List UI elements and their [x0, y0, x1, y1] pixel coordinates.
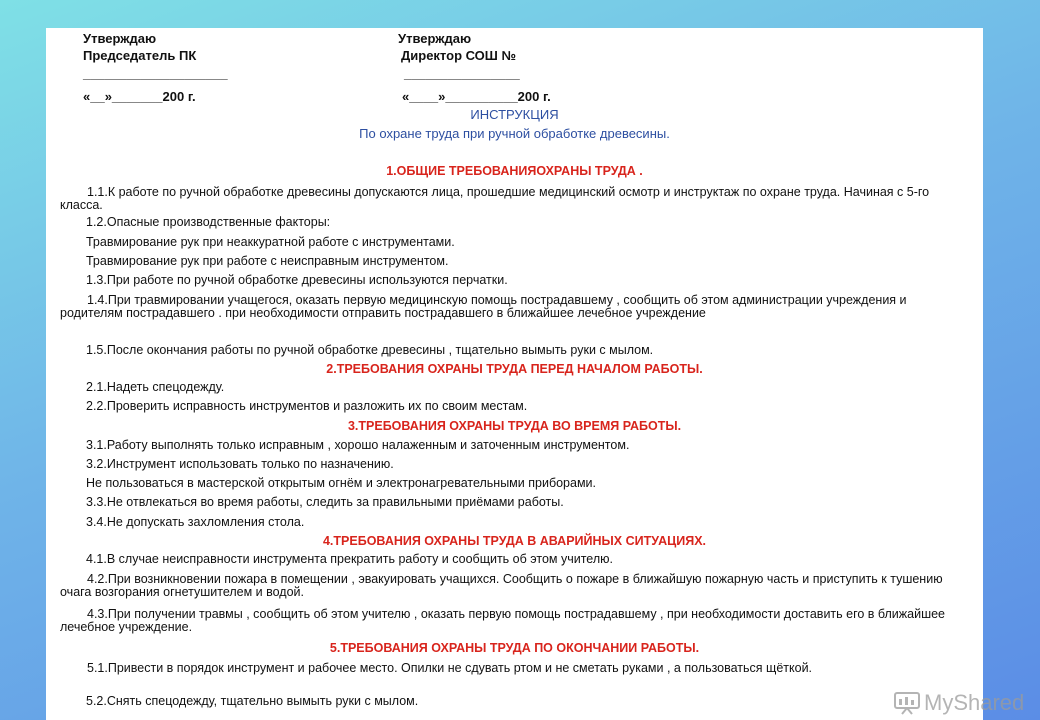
document-title: ИНСТРУКЦИЯ: [470, 107, 559, 122]
paragraph-1-3: 1.3.При работе по ручной обработке древесины используются перчатки.: [86, 273, 508, 287]
paragraph-1-4: 1.4.При травмировании учащегося, оказать первую медицинскую помощь пострадавшему , сообщить об этом администрации учреждения и родителям пострадавшего . при необходимости отправить пострадавшего в ближайшее лечебное учреждение: [60, 293, 907, 320]
right-approve: Утверждаю: [398, 31, 472, 46]
section-5-heading: 5.ТРЕБОВАНИЯ ОХРАНЫ ТРУДА ПО ОКОНЧАНИИ РАБОТЫ.: [329, 641, 700, 655]
presentation-icon: [894, 691, 920, 715]
right-signature-line: ________________: [404, 66, 520, 81]
section-3-heading: 3.ТРЕБОВАНИЯ ОХРАНЫ ТРУДА ВО ВРЕМЯ РАБОТЫ.: [347, 419, 682, 433]
paragraph-3-3: 3.3.Не отвлекаться во время работы, следить за правильными приёмами работы.: [86, 495, 564, 509]
section-4-heading: 4.ТРЕБОВАНИЯ ОХРАНЫ ТРУДА В АВАРИЙНЫХ СИТУАЦИЯХ.: [322, 534, 707, 548]
left-signature-line: ____________________: [83, 66, 228, 81]
paragraph-1-2: 1.2.Опасные производственные факторы:: [86, 215, 331, 229]
paragraph-4-2: 4.2.При возникновении пожара в помещении , эвакуировать учащихся. Сообщить о пожаре в ближайшую пожарную часть и приступить к тушению очага возгорания огнетушителем и водой.: [60, 572, 943, 599]
left-approve: Утверждаю: [83, 31, 157, 46]
paragraph-5-1: 5.1.Привести в порядок инструмент и рабочее место. Опилки не сдувать ртом и не сметать руками , а пользоваться щёткой.: [87, 661, 813, 675]
paragraph-4-3: 4.3.При получении травмы , сообщить об этом учителю , оказать первую помощь пострадавшему , при необходимости доставить его в ближайшее лечебное учреждение.: [60, 607, 946, 634]
paragraph-3-1: 3.1.Работу выполнять только исправным , хорошо налаженным и заточенным инструментом.: [86, 438, 630, 452]
left-date-line: «__»_______200 г.: [83, 89, 196, 104]
right-position: Директор СОШ №: [401, 48, 516, 63]
paragraph-3-2a: Не пользоваться в мастерской открытым огнём и электронагревательными приборами.: [86, 476, 597, 490]
paragraph-1-1: 1.1.К работе по ручной обработке древесины допускаются лица, прошедшие медицинский осмотр и инструктаж по охране труда. Начиная с 5-го класса.: [60, 185, 930, 212]
paragraph-1-2a: Травмирование рук при неаккуратной работе с инструментами.: [86, 235, 455, 249]
section-2-heading: 2.ТРЕБОВАНИЯ ОХРАНЫ ТРУДА ПЕРЕД НАЧАЛОМ РАБОТЫ.: [326, 362, 703, 376]
paragraph-2-1: 2.1.Надеть спецодежду.: [86, 380, 225, 394]
paragraph-5-2: 5.2.Снять спецодежду, тщательно вымыть руки с мылом.: [86, 694, 419, 708]
watermark-text: MyShared: [924, 690, 1025, 715]
paragraph-2-2: 2.2.Проверить исправность инструментов и разложить их по своим местам.: [86, 399, 528, 413]
paragraph-1-2b: Травмирование рук при работе с неисправным инструментом.: [86, 254, 449, 268]
document-page: [46, 28, 1025, 720]
paragraph-3-4: 3.4.Не допускать захломления стола.: [86, 515, 305, 529]
left-position: Председатель ПК: [83, 48, 197, 63]
section-1-heading: 1.ОБЩИЕ ТРЕБОВАНИЯОХРАНЫ ТРУДА .: [386, 164, 643, 178]
document-subtitle: По охране труда при ручной обработке древесины.: [359, 126, 670, 141]
paragraph-4-1: 4.1.В случае неисправности инструмента прекратить работу и сообщить об этом учителю.: [86, 552, 613, 566]
right-date-line: «____»__________200 г.: [402, 89, 551, 104]
paragraph-1-5: 1.5.После окончания работы по ручной обработке древесины , тщательно вымыть руки с мылом.: [86, 343, 654, 357]
watermark: [894, 690, 1024, 716]
paragraph-3-2: 3.2.Инструмент использовать только по назначению.: [86, 457, 394, 471]
